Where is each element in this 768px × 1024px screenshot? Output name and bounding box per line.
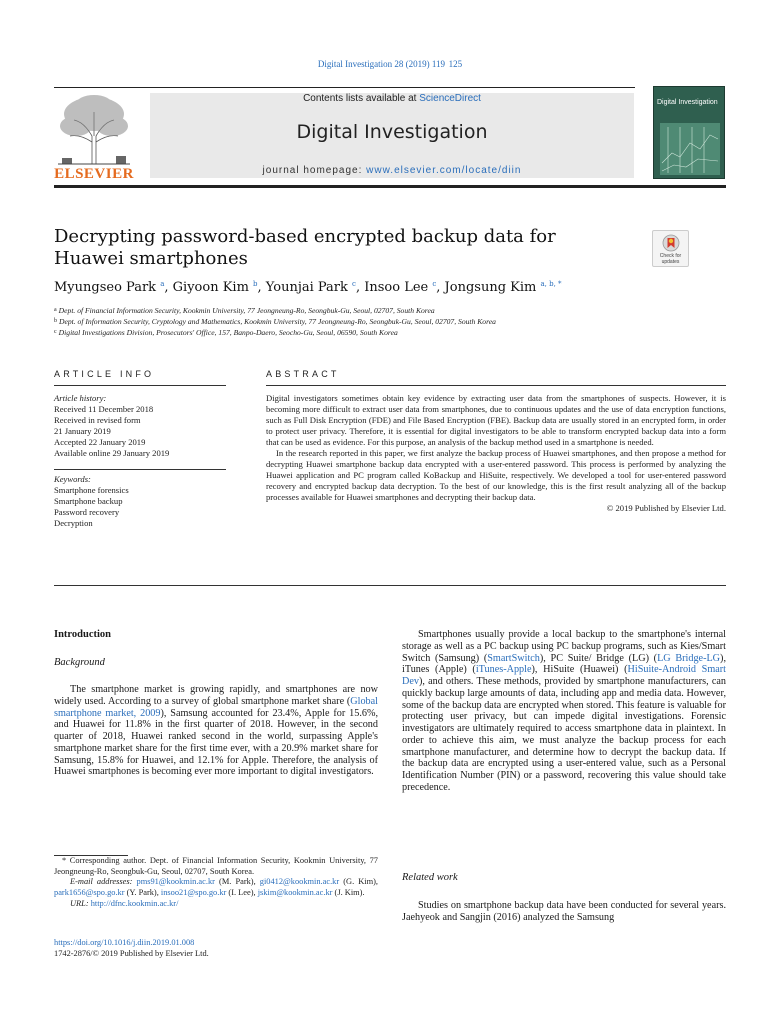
paragraph-text: ), HiSuite (Huawei) ( bbox=[531, 664, 628, 676]
email-link[interactable]: park1656@spo.go.kr bbox=[54, 888, 125, 898]
affiliation-text: Dept. of Financial Information Security, Kookmin University, 77 Jeongneung-Ro, Seongbuk-Gu, Seoul, 02707, South Korea bbox=[58, 306, 435, 315]
affiliation-mark: c bbox=[54, 329, 57, 335]
author-affiliation-mark[interactable]: a bbox=[160, 280, 165, 288]
email-line bbox=[54, 877, 378, 898]
history-item: Received in revised form bbox=[54, 415, 141, 426]
author-name[interactable]: Younjai Park bbox=[265, 280, 348, 295]
keyword-item: Smartphone backup bbox=[54, 496, 123, 507]
paragraph-text: ), iTunes (Apple) ( bbox=[402, 652, 726, 676]
history-items bbox=[54, 404, 226, 459]
reference-link[interactable]: SmartSwitch bbox=[487, 652, 540, 664]
history-label: Article history: bbox=[54, 393, 107, 403]
email-owner: (M. Park), bbox=[214, 877, 256, 887]
abstract-heading: ABSTRACT bbox=[266, 369, 340, 379]
related-work-heading: Related work bbox=[402, 872, 458, 883]
abstract-paragraph-1: Digital investigators sometimes obtain key evidence by extracting user data from the smartphones of suspects. However, it is becoming more difficult to extract user data from smartphones, due to continuous updates and the use of data encryption functions, such as Full Disk Encryption (FDE) and File Based Encryption (FBE). Backup data are usually stored in an encrypted form, in order to protect user privacy. Therefore, it is essential for digital investigators to be able to transform encrypted backup data into a form that can be used as evidence. For this purpose, an analysis of the backup method used in a smartphone is needed. bbox=[266, 393, 726, 448]
homepage-prefix: journal homepage: bbox=[262, 165, 367, 176]
paragraph-text: The smartphone market is growing rapidly, and smartphones are now widely used. According to a survey of global smartphone market share ( bbox=[54, 684, 378, 707]
affiliation-item bbox=[54, 327, 734, 338]
affiliation-mark: b bbox=[54, 318, 57, 324]
reference-link[interactable]: iTunes-Apple bbox=[475, 664, 532, 676]
background-paragraph bbox=[54, 684, 378, 778]
author-affiliation-mark[interactable]: c bbox=[352, 280, 356, 288]
email-owner: (G. Kim), bbox=[339, 877, 379, 887]
article-info-heading: ARTICLE INFO bbox=[54, 369, 155, 379]
paragraph-text: ), and others. These methods, provided by smartphone manufacturers, can quickly backup large amounts of data, including app and media data. However, some of the backup data are encrypted when stored. This feature is valuable for protecting user privacy, but can impede digital investigations. Forensic investigators are ultimately required to access smartphone data in plaintext. In order to achieve this aim, we must analyze the backup process for each smartphone manufacturer, and determine how to decrypt the backup data. If the backup data are encrypted using a user-entered value, such as a Personal Identification Number (PIN) or a password, recovering this value should take precedence. bbox=[402, 676, 726, 793]
email-link[interactable]: pms91@kookmin.ac.kr bbox=[136, 877, 215, 887]
header-thick-rule bbox=[54, 185, 726, 188]
check-for-updates-label: Check for updates bbox=[659, 253, 682, 265]
keyword-item: Password recovery bbox=[54, 507, 120, 518]
email-owner: (I. Lee), bbox=[226, 888, 256, 898]
email-label: E-mail addresses: bbox=[70, 877, 133, 887]
abstract-rule bbox=[266, 385, 726, 386]
author-name[interactable]: Myungseo Park bbox=[54, 280, 157, 295]
affiliation-item bbox=[54, 316, 734, 327]
keywords-label: Keywords: bbox=[54, 474, 91, 484]
article-info-rule bbox=[54, 385, 226, 386]
issn-line: 1742-2876/© 2019 Published by Elsevier Ltd. bbox=[54, 949, 209, 958]
journal-citation[interactable]: Digital Investigation 28 (2019) 119 125 bbox=[317, 59, 463, 69]
paragraph-text: Smartphones usually provide a local backup to the smartphone's internal storage as well as a PC backup using PC backup programs, such as Kies/Smart Switch (Samsung) ( bbox=[402, 629, 726, 664]
email-link[interactable]: gi0412@kookmin.ac.kr bbox=[259, 877, 340, 887]
contents-prefix: Contents lists available at bbox=[303, 93, 420, 104]
author-list: Myungseo Park $^a$, Giyoon Kim $^b$, Younjai Park $^c$, Insoo Lee $^c$, Jongsung Kim $^{a, b, *}$ bbox=[54, 280, 562, 295]
history-item: Accepted 22 January 2019 bbox=[54, 437, 146, 448]
history-item: Received 11 December 2018 bbox=[54, 404, 154, 415]
sciencedirect-link[interactable]: ScienceDirect bbox=[419, 93, 481, 104]
article-history bbox=[54, 393, 226, 460]
history-item: 21 January 2019 bbox=[54, 426, 111, 437]
url-link[interactable]: http://dfnc.kookmin.ac.kr/ bbox=[90, 898, 179, 908]
background-heading: Background bbox=[54, 657, 105, 668]
abstract-copyright: © 2019 Published by Elsevier Ltd. bbox=[606, 503, 726, 514]
keyword-item: Smartphone forensics bbox=[54, 485, 129, 496]
url-line bbox=[54, 899, 378, 910]
introduction-heading: Introduction bbox=[54, 629, 111, 640]
author-affiliation-mark[interactable]: b bbox=[253, 280, 258, 288]
related-work-paragraph: Studies on smartphone backup data have been conducted for several years. Jaehyeok and Sangjin (2016) analyzed the Samsung bbox=[402, 900, 726, 923]
author-name[interactable]: Giyoon Kim bbox=[172, 280, 249, 295]
email-owner: (Y. Park), bbox=[124, 888, 159, 898]
affiliation-list bbox=[54, 305, 734, 338]
contents-line bbox=[150, 93, 634, 104]
check-for-updates-button[interactable] bbox=[652, 230, 689, 267]
email-link[interactable]: jskim@kookmin.ac.kr bbox=[257, 888, 333, 898]
reference-link[interactable]: LG Bridge-LG bbox=[657, 652, 721, 664]
paragraph-text: ), PC Suite/ Bridge (LG) ( bbox=[539, 652, 658, 664]
reference-link[interactable]: HiSuite-Android Smart Dev bbox=[402, 664, 726, 687]
reference-link[interactable]: Global smartphone market, 2009 bbox=[54, 695, 378, 719]
author-affiliation-mark[interactable]: a, b, * bbox=[540, 280, 562, 288]
elsevier-wordmark: ELSEVIER bbox=[54, 166, 134, 182]
abstract-paragraph-2: In the research reported in this paper, we first analyze the backup process of Huawei smartphones, and then propose a method for decrypting Huawei smartphone backup data encrypted with a user-entered password. This process is performed by analyzing the Huawei application and PC program called KoBackup and HiSuite, respectively. We developed a tool for user-entered password recovery and encrypted backup data decryption. To the best of our knowledge, this is the first result analyzing all of the backup processes available for Huawei smartphones and decrypting their backup data. bbox=[266, 448, 726, 503]
cover-art-icon bbox=[660, 123, 720, 175]
author-name[interactable]: Insoo Lee bbox=[364, 280, 429, 295]
keyword-item: Decryption bbox=[54, 518, 93, 529]
journal-title: Digital Investigation bbox=[296, 121, 488, 143]
main-rule bbox=[54, 585, 726, 586]
article-title: Decrypting password-based encrypted backup data for Huawei smartphones bbox=[54, 226, 556, 269]
keyword-items bbox=[54, 485, 226, 529]
doi-link[interactable]: https://doi.org/10.1016/j.diin.2019.01.008 bbox=[54, 938, 195, 947]
author-affiliation-mark[interactable]: c bbox=[432, 280, 437, 288]
abstract-body bbox=[266, 393, 726, 515]
affiliation-text: Digital Investigations Division, Prosecutors' Office, 157, Banpo-Daero, Seocho-Gu, Seoul, 06590, South Korea bbox=[58, 328, 398, 337]
corresponding-author-note: * Corresponding author. Dept. of Financial Information Security, Kookmin University, 77 Jeongneung-Ro, Seongbuk-Gu, Seoul, 02707, South Korea. bbox=[54, 856, 378, 876]
email-owner: (J. Kim). bbox=[332, 888, 365, 898]
url-label: URL: bbox=[70, 898, 89, 908]
footnote bbox=[54, 856, 378, 910]
history-item: Available online 29 January 2019 bbox=[54, 448, 170, 459]
backup-paragraph bbox=[402, 629, 726, 794]
affiliation-item bbox=[54, 305, 734, 316]
homepage-link[interactable]: www.elsevier.com/locate/diin bbox=[366, 165, 522, 176]
email-link[interactable]: insoo21@spo.go.kr bbox=[160, 888, 227, 898]
affiliation-mark: a bbox=[54, 307, 57, 313]
author-name[interactable]: Jongsung Kim bbox=[444, 280, 537, 295]
bookmark-badge-icon bbox=[662, 234, 680, 252]
keywords-rule bbox=[54, 469, 226, 470]
header-rule bbox=[54, 87, 635, 88]
journal-cover-thumbnail[interactable] bbox=[653, 86, 725, 179]
keywords-block bbox=[54, 474, 226, 529]
cover-title: Digital Investigation bbox=[657, 99, 718, 106]
paragraph-text: ), Samsung accounted for 23.4%, Apple for 15.6%, and Huawei for 11.8% in the first quarter of 2018. However, in the second quarter of 2018, Huawei ranked second in the world, surpassing Apple's smartphone market share for the first time ever, with a 20.9% market share for Samsung, 15.8% for Huawei, and 12.1% for Apple. Therefore, the analysis of Huawei smartphones is becoming ever more important to digital investigators. bbox=[54, 707, 378, 778]
journal-homepage-line bbox=[150, 165, 634, 176]
tree-icon bbox=[54, 92, 134, 166]
affiliation-text: Dept. of Information Security, Cryptology and Mathematics, Kookmin University, 77 Jeongneung-Ro, Seongbuk-Gu, Seoul, 02707, South Korea bbox=[59, 317, 496, 326]
